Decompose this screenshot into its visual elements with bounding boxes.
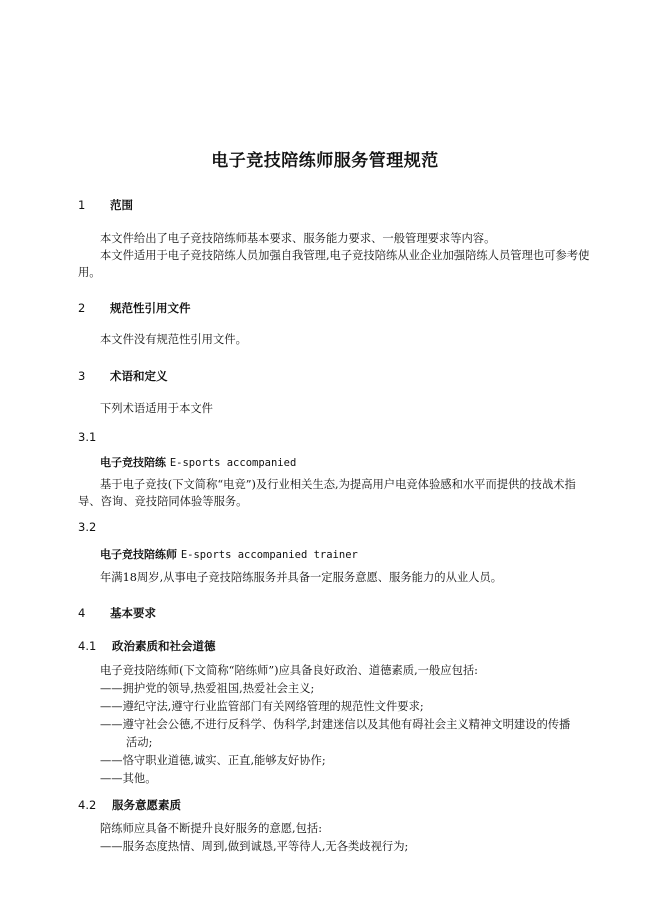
list-item: ——遵守社会公德,不进行反科学、伪科学,封建迷信以及其他有碍社会主义精神文明建设的传播 — [100, 718, 571, 731]
section-title: 术语和定义 — [110, 369, 168, 383]
term-zh: 电子竞技陪练师 — [100, 548, 177, 561]
term-3-2-number: 3.2 — [78, 520, 97, 534]
section-1-paragraph-2: 本文件适用于电子竞技陪练人员加强自我管理,电子竞技陪练从业企业加强陪练人员管理也可参考使用。 — [78, 249, 590, 279]
section-number: 4 — [78, 606, 86, 620]
section-1-heading — [78, 197, 133, 213]
section-number: 1 — [78, 198, 86, 212]
term-3-1-number: 3.1 — [78, 430, 97, 444]
section-title: 范围 — [110, 198, 133, 212]
section-4-2-heading — [78, 797, 181, 813]
section-3-heading — [78, 368, 168, 384]
list-item: ——拥护党的领导,热爱祖国,热爱社会主义; — [100, 682, 315, 695]
list-item: ——服务态度热情、周到,做到诚恳,平等待人,无各类歧视行为; — [100, 840, 409, 853]
term-zh: 电子竞技陪练 — [100, 456, 166, 469]
list-item: ——其他。 — [100, 772, 157, 785]
term-3-2-definition: 年满18周岁,从事电子竞技陪练服务并具备一定服务意愿、服务能力的从业人员。 — [100, 571, 503, 584]
section-3-paragraph-1: 下列术语适用于本文件 — [100, 402, 213, 415]
section-number: 2 — [78, 301, 86, 315]
section-1-paragraph-1: 本文件给出了电子竞技陪练师基本要求、服务能力要求、一般管理要求等内容。 — [100, 232, 496, 245]
section-number: 4.1 — [78, 639, 97, 653]
section-title: 基本要求 — [110, 606, 156, 620]
section-title: 服务意愿素质 — [112, 798, 181, 812]
section-number: 3 — [78, 369, 86, 383]
term-en: E-sports accompanied trainer — [180, 549, 358, 561]
section-title: 规范性引用文件 — [110, 301, 191, 315]
section-2-heading — [78, 300, 191, 316]
term-3-1-definition: 基于电子竞技(下文简称“电竞”)及行业相关生态,为提高用户电竞体验感和水平而提供的技战术指导、咨询、竞技陪同体验等服务。 — [78, 478, 576, 508]
term-3-1-title — [100, 454, 296, 470]
section-title: 政治素质和社会道德 — [112, 639, 216, 653]
section-4-1-intro: 电子竞技陪练师(下文简称“陪练师”)应具备良好政治、道德素质,一般应包括: — [100, 664, 478, 677]
list-item-continuation: 活动; — [126, 736, 153, 749]
term-en: E-sports accompanied — [169, 457, 297, 469]
section-2-paragraph-1: 本文件没有规范性引用文件。 — [100, 333, 247, 346]
section-number: 4.2 — [78, 798, 97, 812]
term-3-2-title — [100, 546, 358, 562]
section-4-1-heading — [78, 638, 216, 654]
section-4-heading — [78, 605, 156, 621]
document-title: 电子竞技陪练师服务管理规范 — [211, 151, 439, 171]
list-item: ——恪守职业道德,诚实、正直,能够友好协作; — [100, 754, 326, 767]
list-item: ——遵纪守法,遵守行业监管部门有关网络管理的规范性文件要求; — [100, 700, 424, 713]
section-4-2-intro: 陪练师应具备不断提升良好服务的意愿,包括: — [100, 822, 323, 835]
